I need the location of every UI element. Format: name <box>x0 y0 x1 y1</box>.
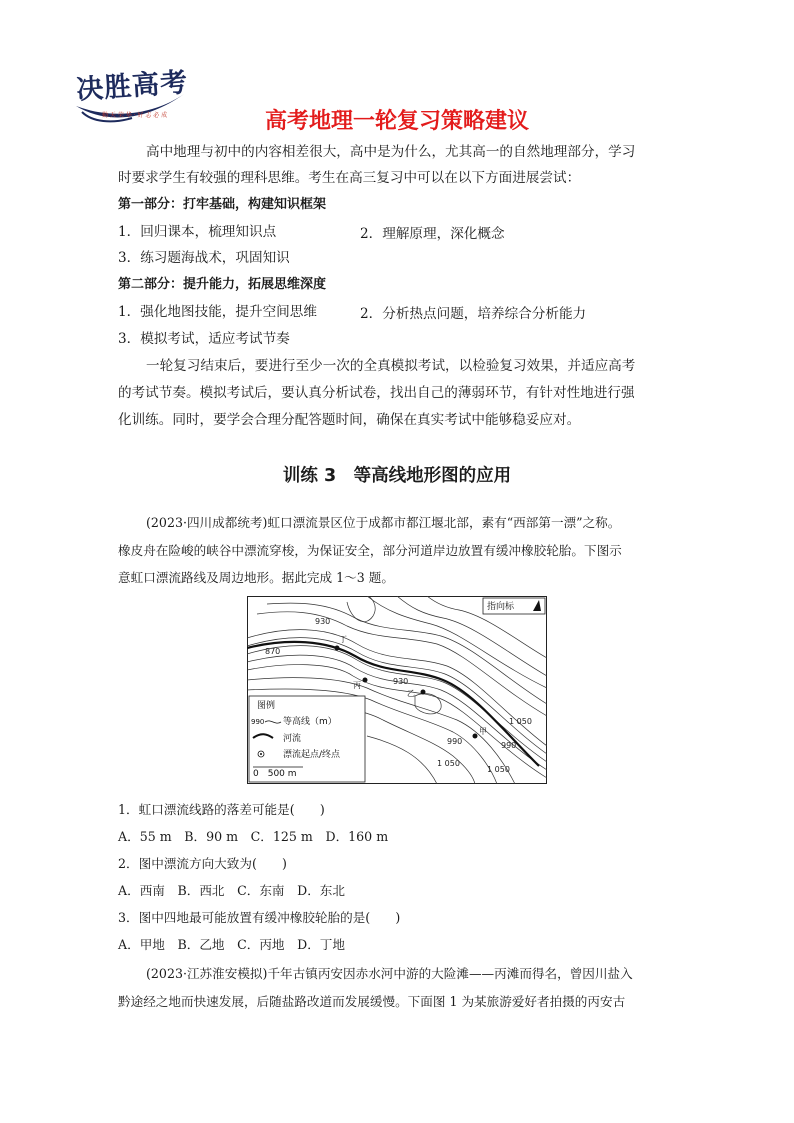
summary-line-3: 化训练。同时，要学会合理分配答题时间，确保在真实考试中能够稳妥应对。 <box>118 412 581 428</box>
legend-scale: 0 500 m <box>253 769 297 779</box>
passage2-line-1: (2023·江苏淮安模拟)千年古镇丙安因赤水河中游的大险滩——丙滩而得名，曾因川盐入 <box>146 966 633 981</box>
map-label-1050c: 1 050 <box>487 765 510 774</box>
summary-line-2: 的考试节奏。模拟考试后，要认真分析试卷，找出自己的薄弱环节，有针对性地进行强 <box>118 385 635 401</box>
map-place-yi: 乙 <box>407 689 415 698</box>
map-place-ding: 丁 <box>339 635 347 644</box>
q3-stem: 3．图中四地最可能放置有缓冲橡胶轮胎的是( ) <box>118 910 401 925</box>
passage1-line-3: 意虹口漂流路线及周边地形。据此完成 1～3 题。 <box>118 570 394 585</box>
legend-river: 河流 <box>283 734 302 744</box>
passage2-line-2: 黔途经之地而快速发展，后随盐路改道而发展缓慢。下面图 1 为某旅游爱好者拍摄的丙安古 <box>118 994 626 1009</box>
map-label-930a: 930 <box>315 617 331 626</box>
map-label-930b: 930 <box>393 677 409 686</box>
point-ding <box>335 646 340 651</box>
passage1-line-2: 橡皮舟在险峻的峡谷中漂流穿梭，为保证安全，部分河道岸边放置有缓冲橡胶轮胎。下图示 <box>118 543 622 558</box>
q1-stem: 1．虹口漂流线路的落差可能是( ) <box>118 802 325 817</box>
logo-text: 决胜高考 <box>75 67 190 106</box>
point-jia <box>473 734 478 739</box>
map-label-990b: 990 <box>501 741 517 750</box>
page-title: 高考地理一轮复习策略建议 <box>264 109 529 134</box>
q1-options: A．55 m B．90 m C．125 m D．160 m <box>118 829 389 844</box>
legend-contour: 等高线（m） <box>283 717 337 727</box>
intro-line-2: 时要求学生有较强的理科思维。考生在高三复习中可以在以下方面进展尝试： <box>118 170 581 186</box>
legend-contour-value: 990 <box>251 718 265 726</box>
part2-item-2: 2．分析热点问题，培养综合分析能力 <box>360 306 587 322</box>
map-label-990a: 990 <box>447 737 463 746</box>
logo-subtext: 勤 天 荣 华 · 好 志 必 成 <box>102 112 168 119</box>
map-place-jia: 甲 <box>479 727 487 736</box>
part2-item-3: 3．模拟考试，适应考试节奏 <box>118 331 290 347</box>
part1-item-1: 1．回归课本，梳理知识点 <box>118 224 277 240</box>
part2-heading: 第二部分：提升能力，拓展思维深度 <box>118 277 327 292</box>
map-label-870: 870 <box>265 647 281 656</box>
part1-heading: 第一部分：打牢基础，构建知识框架 <box>118 197 327 212</box>
passage1-line-1: (2023·四川成都统考)虹口漂流景区位于成都市都江堰北部，素有“西部第一漂”之称。 <box>146 515 621 530</box>
legend-title: 图例 <box>257 701 276 711</box>
intro-line-1: 高中地理与初中的内容相差很大，高中是为什么，尤其高一的自然地理部分，学习 <box>146 144 636 160</box>
summary-line-1: 一轮复习结束后，要进行至少一次的全真模拟考试，以检验复习效果，并适应高考 <box>146 358 636 374</box>
map-label-1050a: 1 050 <box>509 717 532 726</box>
q2-stem: 2．图中漂流方向大致为( ) <box>118 856 287 871</box>
legend-points: 漂流起点/终点 <box>283 750 341 760</box>
part2-item-1: 1．强化地图技能，提升空间思维 <box>118 304 317 320</box>
map-label-1050b: 1 050 <box>437 759 460 768</box>
contour-map <box>247 596 547 784</box>
part1-item-2: 2．理解原理，深化概念 <box>360 226 505 242</box>
point-yi <box>421 690 426 695</box>
part1-item-3: 3．练习题海战术，巩固知识 <box>118 250 290 266</box>
map-place-bing: 丙 <box>353 681 361 690</box>
q3-options: A．甲地 B．乙地 C．丙地 D．丁地 <box>118 937 345 952</box>
q2-options: A．西南 B．西北 C．东南 D．东北 <box>118 883 345 898</box>
compass-label: 指向标 <box>487 602 515 612</box>
section-title: 训练 3 等高线地形图的应用 <box>282 466 512 486</box>
point-bing <box>363 678 368 683</box>
